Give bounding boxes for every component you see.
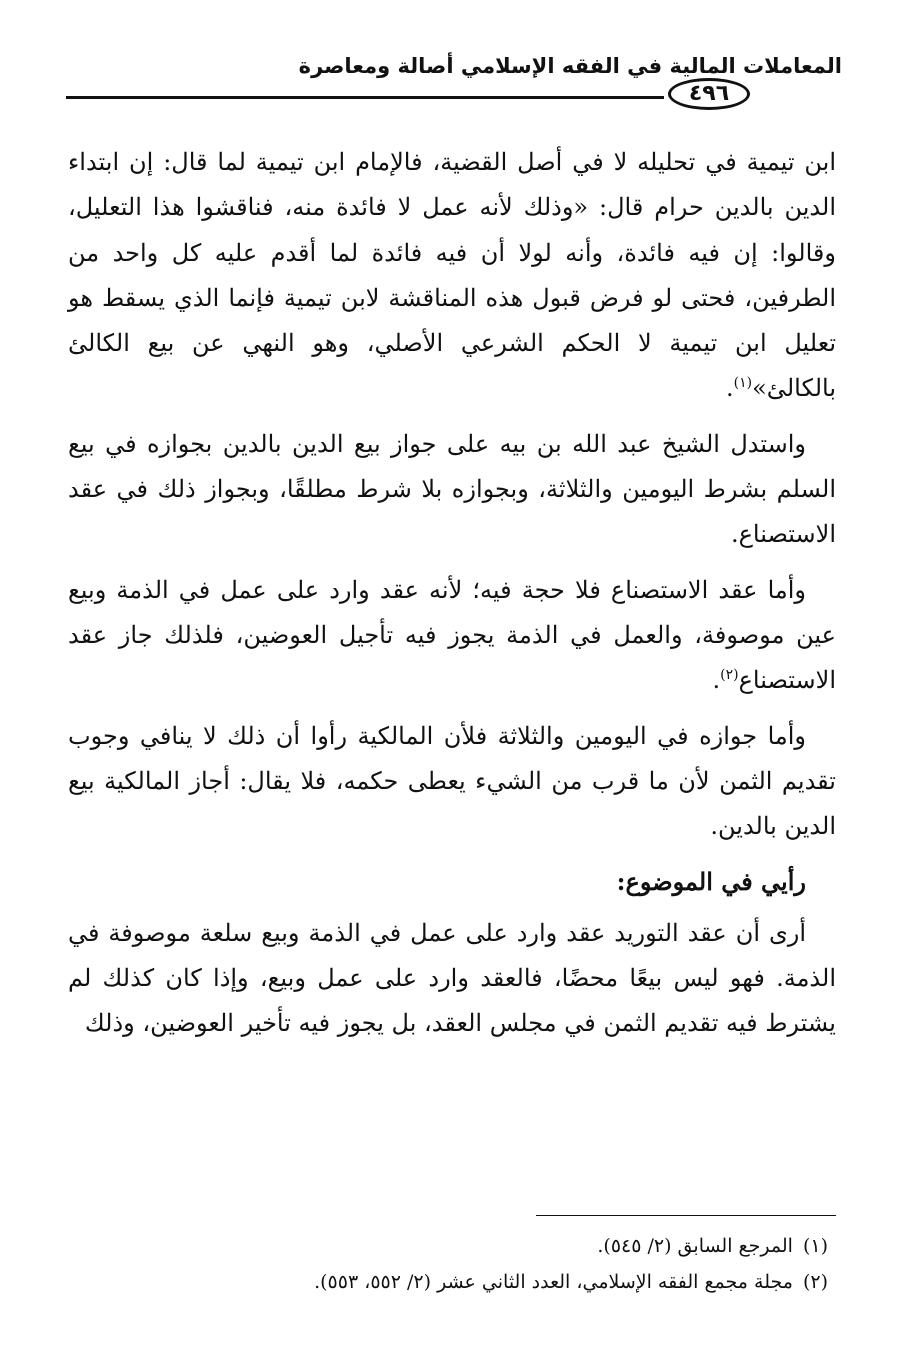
footnote-separator <box>536 1215 836 1216</box>
paragraph-end: . <box>726 374 734 403</box>
paragraph <box>68 714 836 850</box>
book-title: المعاملات المالية في الفقه الإسلامي أصالة ومعاصرة <box>298 54 842 78</box>
paragraph-text: وأما جوازه في اليومين والثلاثة فلأن المالكية رأوا أن ذلك لا ينافي وجوب تقديم الثمن لأن ما قرب من الشيء يعطى حكمه، فلا يقال: أجاز المالكية بيع الدين بالدين. <box>68 721 836 841</box>
paragraph-text: أرى أن عقد التوريد عقد وارد على عمل في الذمة وبيع سلعة موصوفة في الذمة. فهو ليس بيعًا محضًا، فالعقد وارد على عمل وبيع، وإذا كان كذلك لم يشترط فيه تقديم الثمن في مجلس العقد، بل يجوز فيه تأخير العوضين، وذلك <box>68 918 836 1038</box>
paragraph <box>68 568 836 704</box>
footnote-text: مجلة مجمع الفقه الإسلامي، العدد الثاني عشر (٢/ ٥٥٢، ٥٥٣). <box>314 1271 793 1293</box>
paragraph <box>68 140 836 412</box>
page-number: ٤٩٦ <box>668 78 750 110</box>
paragraph-end: . <box>712 666 721 695</box>
footnote <box>68 1228 836 1264</box>
footnote-text: المرجع السابق (٢/ ٥٤٥). <box>597 1235 793 1257</box>
header-rule <box>66 96 664 99</box>
footnote-number: (٢) <box>802 1271 828 1293</box>
footnote <box>68 1264 836 1300</box>
footnote-marker: (١) <box>733 375 753 392</box>
footnote-marker: (٢) <box>720 667 739 684</box>
footnote-number: (١) <box>802 1235 828 1257</box>
section-heading: رأيي في الموضوع: <box>616 867 806 897</box>
running-header <box>66 44 842 124</box>
paragraph <box>68 422 836 558</box>
paragraph-text: ابن تيمية في تحليله لا في أصل القضية، فالإمام ابن تيمية لما قال: إن ابتداء الدين بالدين حرام قال: «وذلك لأنه عمل لا فائدة منه، فناقشوا هذا التعليل، وقالوا: إن فيه فائدة، وأنه لولا أن فيه فائدة لما أقدم عليه كل واحد من الطرفين، فحتى لو فرض قبول هذه المناقشة لابن تيمية فإنما الذي يسقط هو تعليل ابن تيمية لا الحكم الشرعي الأصلي، وهو النهي عن بيع الكالئ بالكالئ» <box>68 148 836 403</box>
paragraph <box>68 911 836 1047</box>
main-text <box>68 140 836 1057</box>
footnotes <box>68 1228 836 1300</box>
paragraph-text: واستدل الشيخ عبد الله بن بيه على جواز بيع الدين بالدين بجوازه في بيع السلم بشرط اليومين والثلاثة، وبجوازه بلا شرط مطلقًا، وبجواز ذلك في عقد الاستصناع. <box>68 429 836 549</box>
paragraph-text: وأما عقد الاستصناع فلا حجة فيه؛ لأنه عقد وارد على عمل في الذمة وبيع عين موصوفة، والعمل في الذمة يجوز فيه تأجيل العوضين، فلذلك جاز عقد الاستصناع <box>68 575 836 695</box>
